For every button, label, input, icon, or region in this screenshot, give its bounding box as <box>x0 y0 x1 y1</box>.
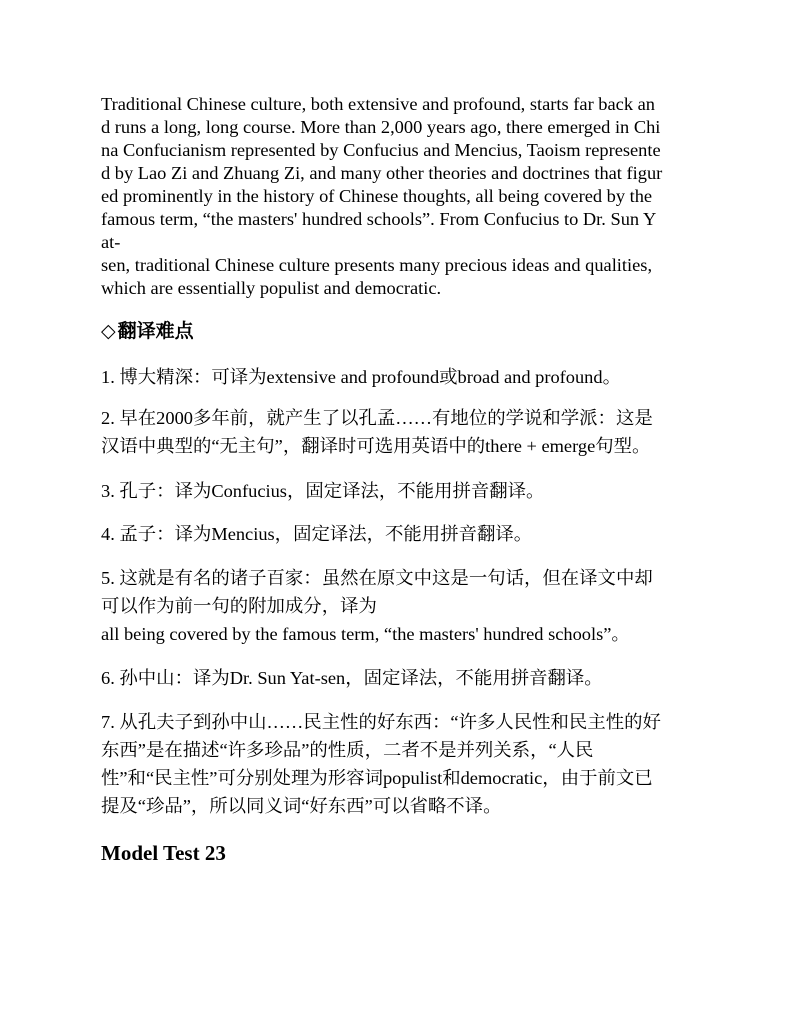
diamond-icon: ◇ <box>101 320 116 342</box>
note-item-5: 5. 这就是有名的诸子百家：虽然在原文中这是一句话，但在译文中却 可以作为前一句的附加成分，译为 all being covered by the famous term, “the masters' hundred schools”。 <box>101 568 653 644</box>
note-item-3: 3. 孔子：译为Confucius，固定译法，不能用拼音翻译。 <box>101 481 545 501</box>
section-heading <box>101 319 701 343</box>
note-item-6: 6. 孙中山：译为Dr. Sun Yat-sen，固定译法，不能用拼音翻译。 <box>101 668 603 688</box>
passage-paragraph: Traditional Chinese culture, both extensive and profound, starts far back an d runs a long, long course. More than 2,000 years ago, there emerged in Chi na Confucianism represented by Confucius and Mencius, Taoism represente d by Lao Zi and Zhuang Zi, and many other theories and doctrines that figur ed prominently in the history of Chinese thoughts, all being covered by the famous term, “the masters' hundred schools”. From Confucius to Dr. Sun Y at- sen, traditional Chinese culture presents many precious ideas and qualities, which are essentially populist and democratic. <box>101 94 663 298</box>
note-item-2: 2. 早在2000多年前，就产生了以孔孟……有地位的学说和学派：这是 汉语中典型的“无主句”，翻译时可选用英语中的there + emerge句型。 <box>101 408 653 456</box>
model-test-title: Model Test 23 <box>101 841 226 865</box>
section-title: 翻译难点 <box>117 320 194 342</box>
note-item-4: 4. 孟子：译为Mencius，固定译法，不能用拼音翻译。 <box>101 524 533 544</box>
note-item-7: 7. 从孔夫子到孙中山……民主性的好东西：“许多人民性和民主性的好 东西”是在描述“许多珍品”的性质，二者不是并列关系，“人民 性”和“民主性”可分别处理为形容词populist和democratic，由于前文已 提及“珍品”，所以同义词“好东西”可以省略不译。 <box>101 712 661 816</box>
document-page <box>101 93 701 868</box>
note-item-1: 1. 博大精深：可译为extensive and profound或broad and profound。 <box>101 367 621 387</box>
